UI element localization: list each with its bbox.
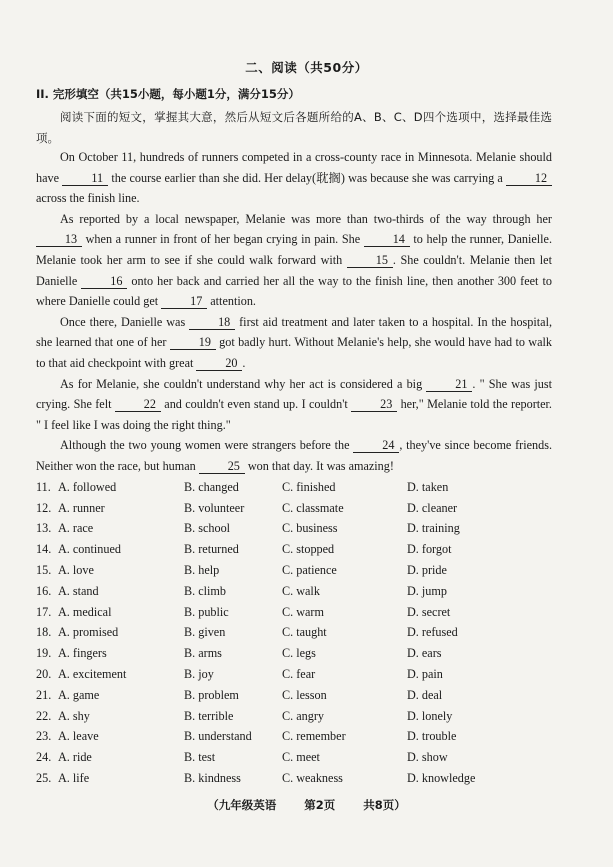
option-c: C. warm: [282, 604, 324, 619]
option-c: C. fear: [282, 667, 316, 682]
text: As for Melanie, she couldn't understand why her act is considered a big: [60, 376, 427, 391]
option-c: C. patience: [282, 563, 337, 578]
passage: [36, 147, 552, 477]
option-c: C. walk: [282, 583, 320, 598]
option-row: [36, 643, 556, 664]
blank-25: 25: [199, 460, 245, 474]
question-number: 24.: [36, 750, 52, 765]
option-a: A. ride: [58, 750, 92, 765]
option-c: C. taught: [282, 625, 327, 640]
option-row: [36, 519, 556, 540]
footer-page: 第2页: [304, 798, 336, 812]
option-a: A. life: [58, 771, 90, 786]
option-a: A. fingers: [58, 646, 107, 661]
option-row: [36, 581, 556, 602]
option-a: A. game: [58, 687, 100, 702]
option-c: C. angry: [282, 708, 324, 723]
page-footer: [0, 797, 613, 813]
text: to help the runner, Danielle. Melanie took her arm to see if she could walk forward with: [36, 232, 553, 267]
question-number: 13.: [36, 521, 52, 536]
option-row: [36, 477, 556, 498]
question-number: 11.: [36, 479, 51, 494]
option-a: A. promised: [58, 625, 119, 640]
option-a: A. runner: [58, 500, 105, 515]
question-number: 12.: [36, 500, 52, 515]
option-a: A. shy: [58, 708, 90, 723]
question-number: 18.: [36, 625, 52, 640]
option-c: C. remember: [282, 729, 346, 744]
text: first aid treatment and later taken to a hospital. In the hospital, she learned that one of her: [36, 314, 552, 350]
question-number: 25.: [36, 771, 52, 786]
option-b: B. school: [184, 521, 231, 536]
blank-15: 15: [347, 254, 393, 268]
blank-18: 18: [189, 316, 235, 330]
question-number: 19.: [36, 646, 52, 661]
text: and couldn't even stand up. I couldn't: [160, 397, 352, 412]
option-d: D. ears: [407, 646, 442, 661]
question-number: 16.: [36, 583, 52, 598]
option-b: B. kindness: [184, 771, 241, 786]
text: got badly hurt. Without Melanie's help, she would have had to walk to that aid checkpoint with great: [36, 335, 552, 370]
question-number: 23.: [36, 729, 52, 744]
option-d: D. deal: [407, 687, 443, 702]
text: Although the two young women were strangers before the: [60, 438, 354, 453]
option-row: [36, 664, 556, 685]
option-b: B. climb: [184, 583, 226, 598]
text: across the finish line.: [36, 191, 140, 206]
paragraph-2: [36, 209, 552, 312]
option-c: C. classmate: [282, 500, 344, 515]
option-b: B. problem: [184, 687, 239, 702]
blank-12: 12: [506, 172, 552, 186]
question-number: 20.: [36, 667, 52, 682]
blank-11: 11: [62, 172, 108, 186]
option-b: B. public: [184, 604, 229, 619]
option-row: [36, 498, 556, 519]
option-row: [36, 560, 556, 581]
blank-21: 21: [426, 378, 472, 392]
part-title: II. 完形填空（共15小题，每小题1分，满分15分）: [36, 87, 300, 101]
option-d: D. trouble: [407, 729, 457, 744]
blank-13: 13: [36, 233, 82, 247]
option-b: B. joy: [184, 667, 214, 682]
option-b: B. given: [184, 625, 226, 640]
option-c: C. stopped: [282, 542, 335, 557]
blank-22: 22: [115, 398, 161, 412]
option-b: B. help: [184, 563, 220, 578]
options-list: [36, 477, 556, 789]
paragraph-3: [36, 312, 552, 374]
option-row: [36, 623, 556, 644]
blank-19: 19: [170, 336, 216, 350]
option-c: C. business: [282, 521, 338, 536]
option-d: D. refused: [407, 625, 458, 640]
option-c: C. legs: [282, 646, 316, 661]
option-a: A. stand: [58, 583, 99, 598]
option-d: D. show: [407, 750, 448, 765]
option-row: [36, 768, 556, 789]
option-row: [36, 539, 556, 560]
text: onto her back and carried her all the way to the finish line, then another 300 feet to where Danielle could get: [36, 273, 552, 309]
text: . " She was just crying. She felt: [36, 376, 552, 412]
option-a: A. medical: [58, 604, 112, 619]
option-d: D. cleaner: [407, 500, 458, 515]
option-d: D. taken: [407, 479, 449, 494]
option-a: A. followed: [58, 479, 117, 494]
blank-23: 23: [351, 398, 397, 412]
option-a: A. excitement: [58, 667, 127, 682]
question-number: 14.: [36, 542, 52, 557]
option-d: D. secret: [407, 604, 451, 619]
option-row: [36, 685, 556, 706]
option-b: B. volunteer: [184, 500, 245, 515]
option-b: B. returned: [184, 542, 239, 557]
question-number: 22.: [36, 708, 52, 723]
paragraph-1: [36, 147, 552, 209]
option-a: A. love: [58, 563, 94, 578]
blank-17: 17: [161, 295, 207, 309]
text: Once there, Danielle was: [60, 314, 190, 329]
option-b: B. test: [184, 750, 216, 765]
option-b: B. understand: [184, 729, 252, 744]
blank-14: 14: [364, 233, 410, 247]
option-row: [36, 706, 556, 727]
option-d: D. pride: [407, 563, 447, 578]
footer-grade: （九年级英语: [207, 798, 277, 812]
blank-24: 24: [353, 439, 399, 453]
option-row: [36, 602, 556, 623]
option-row: [36, 747, 556, 768]
text: As reported by a local newspaper, Melanie was more than two-thirds of the way through her: [60, 211, 552, 226]
blank-20: 20: [196, 357, 242, 371]
option-row: [36, 727, 556, 748]
option-a: A. race: [58, 521, 94, 536]
paragraph-5: [36, 435, 552, 476]
option-b: B. terrible: [184, 708, 234, 723]
question-number: 21.: [36, 687, 52, 702]
option-c: C. meet: [282, 750, 320, 765]
option-d: D. lonely: [407, 708, 453, 723]
option-a: A. continued: [58, 542, 121, 557]
question-number: 17.: [36, 604, 52, 619]
text: won that day. It was amazing!: [244, 458, 394, 473]
text: . She couldn't. Melanie then let Danielle: [36, 252, 552, 288]
blank-16: 16: [81, 275, 127, 289]
option-d: D. pain: [407, 667, 443, 682]
text: when a runner in front of her began crying in pain. She: [82, 232, 364, 247]
option-c: C. lesson: [282, 687, 327, 702]
text: .: [242, 355, 246, 370]
option-d: D. jump: [407, 583, 447, 598]
option-d: D. knowledge: [407, 771, 476, 786]
text: attention.: [207, 294, 256, 309]
text: the course earlier than she did. Her delay(耽搁) was because she was carrying a: [108, 170, 506, 185]
footer-total: 共8页）: [363, 798, 406, 812]
section-title: 二、阅读（共50分）: [245, 60, 368, 75]
option-a: A. leave: [58, 729, 99, 744]
text: On October 11, hundreds of runners competed in a cross-county race in Minnesota. Melanie should have: [36, 150, 552, 185]
option-c: C. finished: [282, 479, 336, 494]
option-d: D. forgot: [407, 542, 452, 557]
option-b: B. changed: [184, 479, 239, 494]
instructions: 阅读下面的短文，掌握其大意，然后从短文后各题所给的A、B、C、D四个选项中，选择最佳选项。: [36, 110, 552, 145]
text: her," Melanie told the reporter. " I feel like I was doing the right thing.": [36, 397, 552, 432]
question-number: 15.: [36, 563, 52, 578]
text: , they've since become friends. Neither won the race, but human: [36, 438, 553, 473]
option-c: C. weakness: [282, 771, 343, 786]
option-d: D. training: [407, 521, 460, 536]
paragraph-4: [36, 374, 552, 436]
option-b: B. arms: [184, 646, 222, 661]
